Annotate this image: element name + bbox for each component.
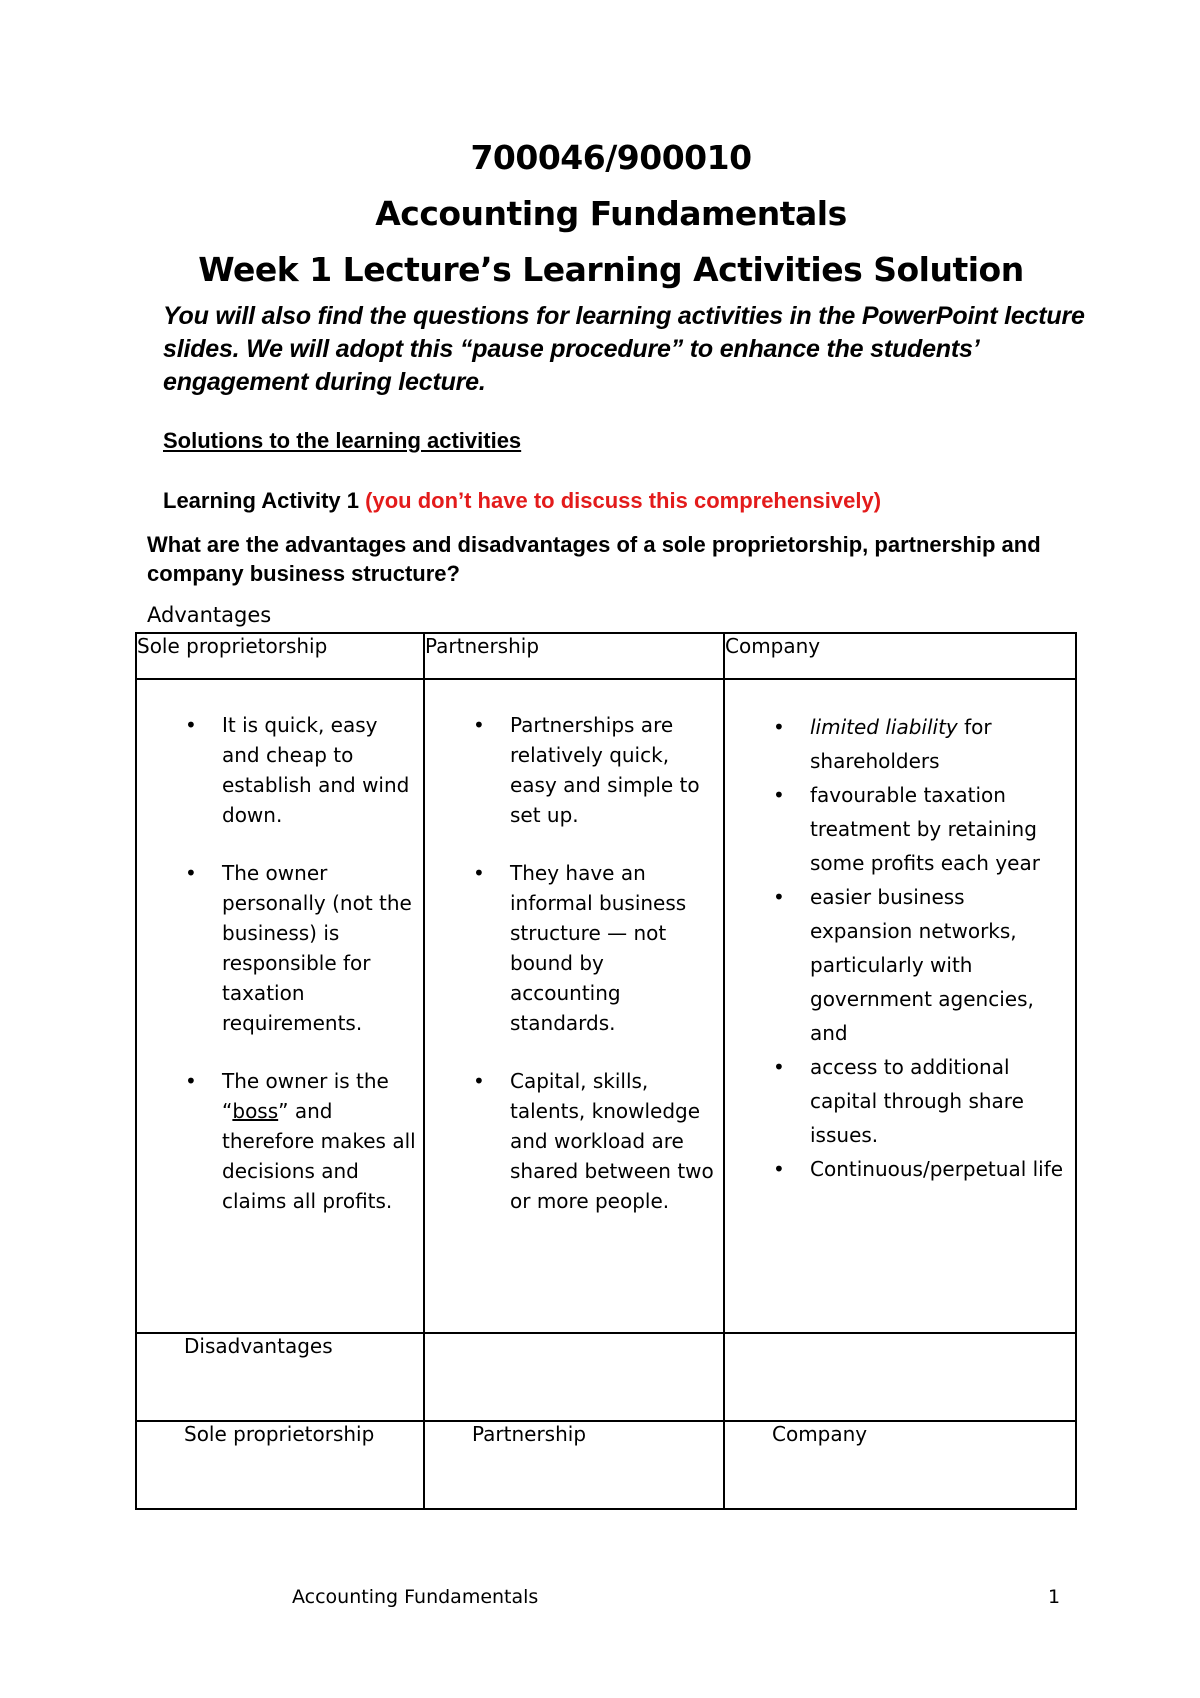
bullet-icon: • <box>185 713 197 737</box>
bullet-icon: • <box>773 885 785 909</box>
list-item: • favourable taxation treatment by retaining some profits each year <box>725 778 1075 880</box>
disadvantages-row <box>136 1333 1076 1421</box>
bullet-icon: • <box>773 1157 785 1181</box>
advantages-row <box>136 679 1076 1333</box>
list-item: • easier business expansion networks, particularly with government agencies, and <box>725 880 1075 1050</box>
bullet-icon: • <box>185 861 197 885</box>
sole-advantages-cell <box>136 679 424 1333</box>
table-header-row <box>136 633 1076 679</box>
list-item: • The owner is the “boss” and therefore makes all decisions and claims all profits. <box>137 1066 423 1216</box>
activity-note: (you don’t have to discuss this comprehensively) <box>365 488 882 513</box>
bullet-icon: • <box>773 1055 785 1079</box>
page-number: 1 <box>1048 1586 1061 1608</box>
activity-question: What are the advantages and disadvantages of a sole proprietorship, partnership and company business structure? <box>147 532 1041 586</box>
intro-paragraph: You will also find the questions for learning activities in the PowerPoint lecture slides. We will adopt this “pause procedure” to enhance the students’ engagement during lecture. <box>163 302 1085 396</box>
comparison-table <box>135 632 1077 1510</box>
list-item: • Partnerships are relatively quick, easy and simple to set up. <box>425 710 723 830</box>
advantages-label: Advantages <box>147 603 272 627</box>
course-code: 700046/900010 <box>470 138 752 177</box>
empty-cell <box>424 1333 724 1421</box>
bullet-icon: • <box>473 713 485 737</box>
list-item: • The owner personally (not the business) is responsible for taxation requirements. <box>137 858 423 1038</box>
course-name: Accounting Fundamentals <box>375 194 847 233</box>
company-advantages-list <box>725 710 1075 1186</box>
empty-cell <box>724 1333 1076 1421</box>
list-item: • They have an informal business structure — not bound by accounting standards. <box>425 858 723 1038</box>
bullet-icon: • <box>185 1069 197 1093</box>
list-item: • limited liability for shareholders <box>725 710 1075 778</box>
header-partnership: Partnership <box>424 633 724 679</box>
bottom-header-sole: Sole proprietorship <box>136 1421 424 1509</box>
bullet-icon: • <box>773 783 785 807</box>
disadvantages-header-row <box>136 1421 1076 1509</box>
bottom-header-company: Company <box>724 1421 1076 1509</box>
limited-liability-term: limited liability <box>810 715 958 739</box>
activity-label: Learning Activity 1 <box>163 488 360 513</box>
activity-heading <box>163 488 881 514</box>
header-sole: Sole proprietorship <box>136 633 424 679</box>
bullet-icon: • <box>773 715 785 739</box>
header-company: Company <box>724 633 1076 679</box>
footer-title: Accounting Fundamentals <box>292 1586 539 1608</box>
sole-advantages-list <box>137 710 423 1216</box>
bullet-icon: • <box>473 1069 485 1093</box>
document-title: Week 1 Lecture’s Learning Activities Solution <box>198 250 1024 289</box>
list-item: • access to additional capital through share issues. <box>725 1050 1075 1152</box>
list-item: • It is quick, easy and cheap to establish and wind down. <box>137 710 423 830</box>
bullet-icon: • <box>473 861 485 885</box>
section-heading: Solutions to the learning activities <box>163 428 522 453</box>
boss-word: boss <box>232 1099 279 1123</box>
company-advantages-cell <box>724 679 1076 1333</box>
disadvantages-label: Disadvantages <box>136 1333 424 1421</box>
partnership-advantages-list <box>425 710 723 1216</box>
bottom-header-partnership: Partnership <box>424 1421 724 1509</box>
title-block <box>0 130 1200 298</box>
partnership-advantages-cell <box>424 679 724 1333</box>
list-item: • Capital, skills, talents, knowledge and workload are shared between two or more people. <box>425 1066 723 1216</box>
list-item: • Continuous/perpetual life <box>725 1152 1075 1186</box>
